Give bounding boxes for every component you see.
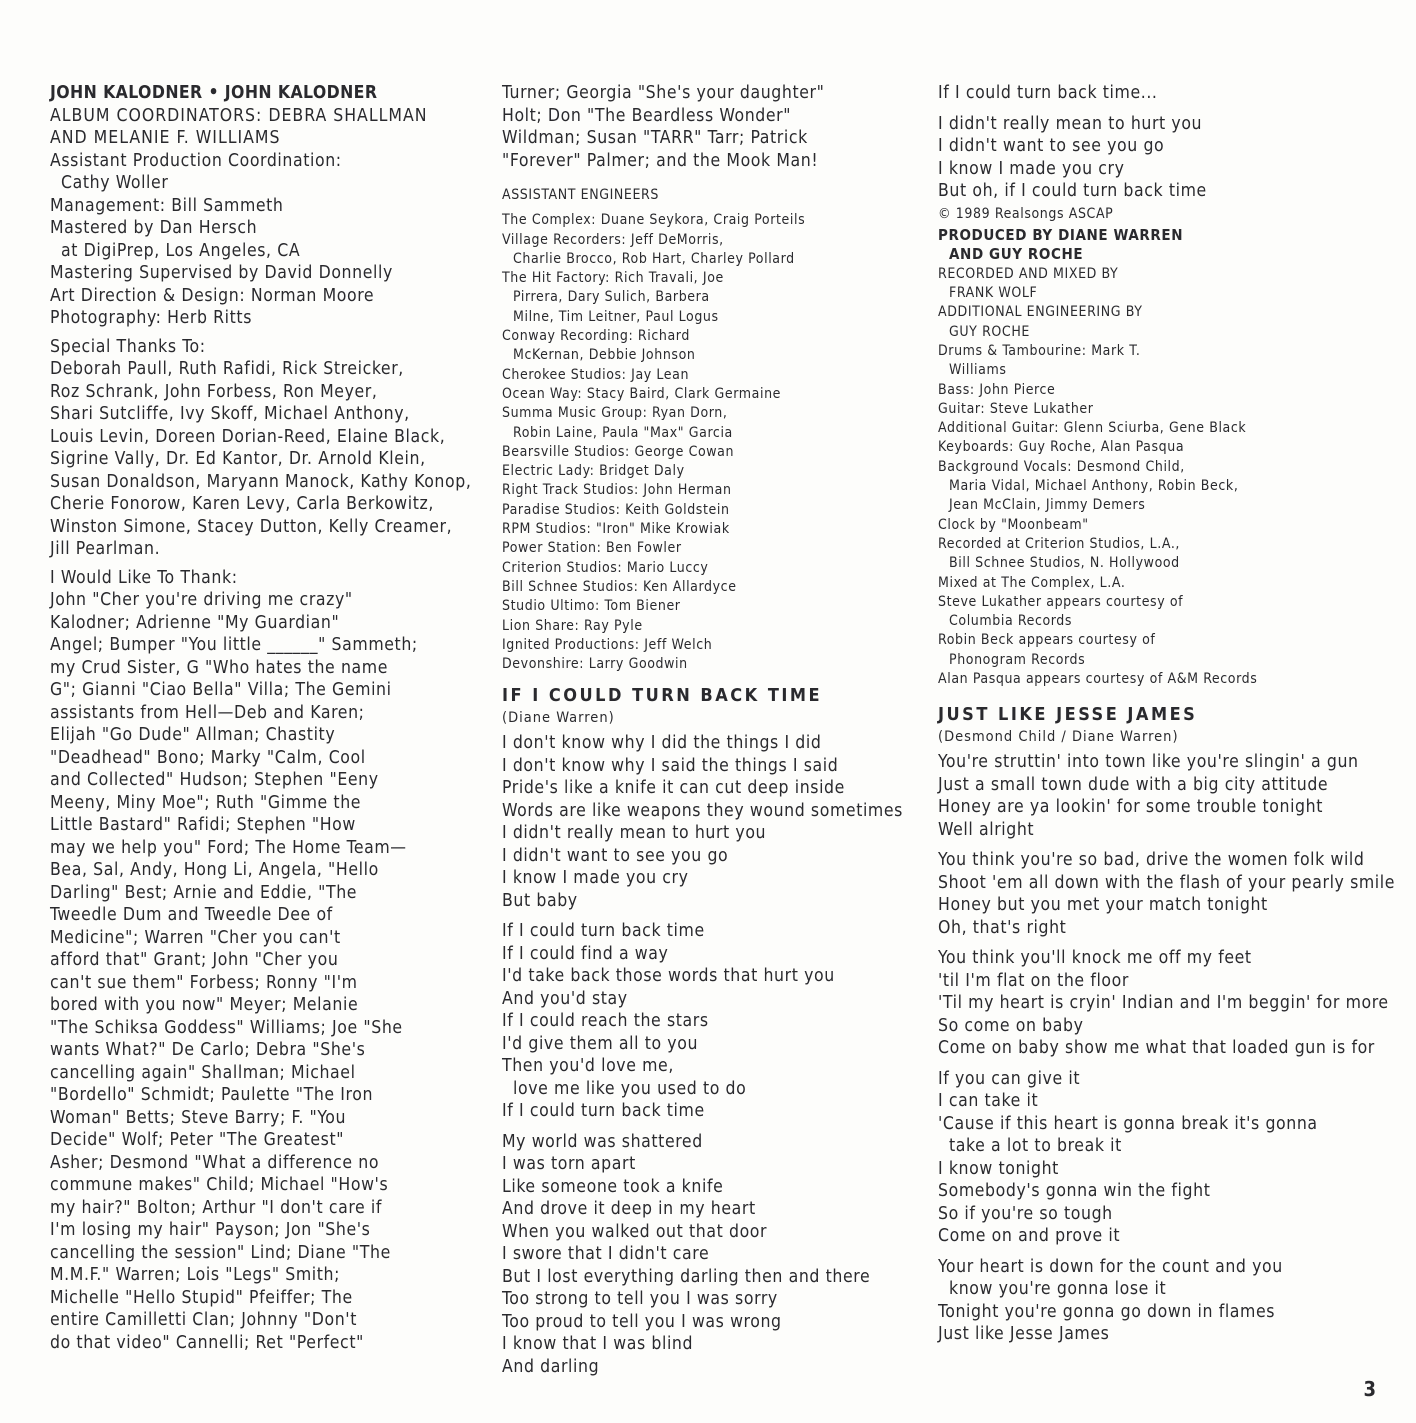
lyric-line: take a lot to break it [949, 1136, 1122, 1157]
column-engineers-lyrics [502, 82, 902, 1378]
lyric-line: If I could turn back time... [938, 83, 1158, 103]
thanks-line: commune makes" Child; Michael "How's [50, 1175, 389, 1195]
credit-line: FRANK WOLF [949, 285, 1038, 302]
coordinators-line: ALBUM COORDINATORS: DEBRA SHALLMAN [50, 105, 428, 126]
engineer-line: The Hit Factory: Rich Travali, Joe [502, 270, 724, 287]
song-title: IF I COULD TURN BACK TIME [502, 685, 823, 707]
credit-line: Recorded at Criterion Studios, L.A., [938, 535, 1181, 552]
thanks-line: Medicine"; Warren "Cher you can't [50, 927, 341, 948]
lyric-line: I swore that I didn't care [502, 1244, 710, 1265]
lyric-line: If I could find a way [502, 943, 669, 964]
engineer-line: Robin Laine, Paula "Max" Garcia [513, 424, 733, 441]
credit-line: Mastered by Dan Hersch [50, 218, 258, 238]
thanks-line: entire Camilletti Clan; Johnny "Don't [50, 1310, 357, 1330]
thanks-line: I'm losing my hair" Payson; Jon "She's [50, 1220, 371, 1240]
lyric-stanza [938, 849, 1396, 939]
lyric-line: So come on baby [938, 1015, 1084, 1036]
lyric-line: You think you're so bad, drive the women folk wild [938, 850, 1365, 871]
produced-by: AND GUY ROCHE [949, 245, 1084, 264]
thanks-line: Roz Schrank, John Forbess, Ron Meyer, [50, 381, 378, 402]
song-credits [938, 265, 1378, 690]
thanks-line: cancelling again" Shallman; Michael [50, 1062, 356, 1083]
thanks-line: assistants from Hell—Deb and Karen; [50, 702, 365, 723]
engineer-line: Summa Music Group: Ryan Dorn, [502, 405, 728, 422]
credit-line: Maria Vidal, Michael Anthony, Robin Beck, [949, 478, 1239, 495]
thanks-line: Meeny, Miny Moe"; Ruth "Gimme the [50, 792, 362, 813]
song-lyrics [938, 751, 1396, 1346]
lyric-line: You're struttin' into town like you're slingin' a gun [938, 752, 1359, 773]
credit-line: Mastering Supervised by David Donnelly [50, 263, 393, 283]
page-number: 3 [1363, 1377, 1376, 1401]
engineer-line: Studio Ultimo: Tom Biener [502, 598, 681, 615]
thanks-line: Decide" Wolf; Peter "The Greatest" [50, 1130, 345, 1150]
lyric-line: When you walked out that door [502, 1221, 768, 1242]
lyric-line: Just a small town dude with a big city attitude [938, 774, 1329, 795]
song-lyrics [502, 732, 902, 1378]
engineer-line: Lion Share: Ray Pyle [502, 617, 643, 634]
coordinators-line: AND MELANIE F. WILLIAMS [50, 128, 281, 148]
thanks-line: "The Schiksa Goddess" Williams; Joe "She [50, 1017, 403, 1038]
lyric-line: I can take it [938, 1091, 1039, 1112]
engineer-line: Village Recorders: Jeff DeMorris, [502, 231, 724, 248]
lyric-line: I know tonight [938, 1158, 1059, 1179]
engineer-line: Conway Recording: Richard [502, 328, 690, 345]
thanks-line: do that video" Cannelli; Ret "Perfect" [50, 1332, 364, 1353]
credit-line: Columbia Records [949, 613, 1073, 630]
lyric-stanza [938, 82, 1378, 105]
lyric-line: Too proud to tell you I was wrong [502, 1311, 782, 1332]
thanks-line: M.M.F." Warren; Lois "Legs" Smith; [50, 1265, 341, 1285]
lyric-line: I didn't want to see you go [938, 136, 1165, 156]
lyric-line: And drove it deep in my heart [502, 1199, 756, 1220]
lyric-line: Just like Jesse James [938, 1324, 1110, 1345]
thanks-line: Tweedle Dum and Tweedle Dee of [50, 905, 333, 925]
lyric-line: 'Cause if this heart is gonna break it's gonna [938, 1113, 1318, 1134]
thanks-line: Darling" Best; Arnie and Eddie, "The [50, 882, 358, 903]
thanks-line: afford that" Grant; John "Cher you [50, 950, 339, 970]
credit-line: Drums & Tambourine: Mark T. [938, 342, 1141, 359]
lyric-stanza [938, 947, 1389, 1060]
lyric-line: Like someone took a knife [502, 1176, 724, 1197]
lyric-line: Your heart is down for the count and you [938, 1256, 1283, 1277]
thanks-line: Asher; Desmond "What a difference no [50, 1152, 380, 1173]
thanks-line: Shari Sutcliffe, Ivy Skoff, Michael Anthony, [50, 404, 410, 424]
lyric-line: Oh, that's right [938, 917, 1067, 938]
lyric-stanza [938, 113, 1378, 203]
lyric-line: I don't know why I did the things I did [502, 733, 822, 754]
credit-line: Assistant Production Coordination: [50, 150, 342, 171]
lyric-line: So if you're so tough [938, 1203, 1113, 1224]
thanks-line: Susan Donaldson, Maryann Manock, Kathy Konop, [50, 471, 472, 492]
credit-line: Steve Lukather appears courtesy of [938, 593, 1184, 610]
copyright-notice: © 1989 Realsongs ASCAP [938, 205, 1114, 222]
lyric-line: If I could reach the stars [502, 1011, 709, 1032]
credit-line: at DigiPrep, Los Angeles, CA [61, 240, 301, 261]
thanks-line: Special Thanks To: [50, 336, 206, 357]
credit-line: Management: Bill Sammeth [50, 195, 284, 216]
lyric-line: love me like you used to do [513, 1078, 747, 1099]
lyric-line: Pride's like a knife it can cut deep inside [502, 778, 845, 799]
lyric-line: But baby [502, 890, 578, 911]
lyric-line: Honey but you met your match tonight [938, 895, 1268, 916]
thanks-line: "Deadhead" Bono; Marky "Calm, Cool [50, 747, 366, 768]
lyric-line: You think you'll knock me off my feet [938, 948, 1252, 969]
column-lyrics-credits [938, 82, 1396, 1346]
credits-heading: JOHN KALODNER • JOHN KALODNER [50, 83, 378, 103]
credit-line: Art Direction & Design: Norman Moore [50, 285, 375, 306]
lyric-line: Words are like weapons they wound sometimes [502, 800, 903, 821]
thanks-line: John "Cher you're driving me crazy" [50, 590, 353, 610]
lyric-line: And you'd stay [502, 988, 628, 1009]
credit-line: Jean McClain, Jimmy Demers [949, 497, 1146, 514]
thanks-line: "Forever" Palmer; and the Mook Man! [502, 150, 819, 171]
lyric-stanza [502, 1131, 902, 1379]
engineers-heading: ASSISTANT ENGINEERS [502, 187, 659, 203]
thanks-line: my hair?" Bolton; Arthur "I don't care if [50, 1197, 383, 1218]
lyric-line: I'd give them all to you [502, 1033, 699, 1054]
engineer-line: Charlie Brocco, Rob Hart, Charley Pollard [513, 250, 795, 267]
special-thanks [50, 336, 472, 561]
thanks-line: Deborah Paull, Ruth Rafidi, Rick Streicker, [50, 359, 404, 379]
thanks-line: wants What?" De Carlo; Debra "She's [50, 1040, 366, 1060]
lyric-line: Well alright [938, 819, 1035, 840]
lyric-line: And darling [502, 1356, 600, 1377]
thanks-line: bored with you now" Meyer; Melanie [50, 995, 359, 1015]
engineer-line: Devonshire: Larry Goodwin [502, 656, 688, 673]
credit-line: Bass: John Pierce [938, 381, 1056, 398]
lyric-line: Come on and prove it [938, 1226, 1121, 1247]
lyric-line: I was torn apart [502, 1154, 636, 1175]
thanks-line: can't sue them" Forbess; Ronny "I'm [50, 972, 358, 993]
lyric-line: Shoot 'em all down with the flash of your pearly smile [938, 872, 1396, 893]
lyric-stanza [938, 1256, 1378, 1346]
engineer-line: Pirrera, Dary Sulich, Barbera [513, 289, 710, 306]
engineer-line: Power Station: Ben Fowler [502, 540, 682, 557]
assistant-engineers-list [502, 211, 902, 674]
thanks-line: Cherie Fonorow, Karen Levy, Carla Berkowitz, [50, 494, 434, 514]
lyric-stanza [938, 751, 1378, 841]
credit-line: Alan Pasqua appears courtesy of A&M Records [938, 671, 1258, 688]
songwriter-credit: (Diane Warren) [502, 710, 615, 727]
thanks-line: my Crud Sister, G "Who hates the name [50, 657, 388, 678]
thanks-line: Holt; Don "The Beardless Wonder" [502, 105, 792, 126]
thanks-line: "Bordello" Schmidt; Paulette "The Iron [50, 1085, 374, 1105]
lyric-line: Somebody's gonna win the fight [938, 1181, 1211, 1202]
credit-line: Additional Guitar: Glenn Sciurba, Gene Black [938, 420, 1247, 437]
credit-line: Williams [949, 362, 1007, 379]
lyric-line: Then you'd love me, [502, 1056, 674, 1077]
engineer-line: Right Track Studios: John Herman [502, 482, 732, 499]
engineer-line: Bill Schnee Studios: Ken Allardyce [502, 578, 737, 595]
personal-thanks [50, 567, 460, 1355]
lyric-line: know you're gonna lose it [949, 1279, 1167, 1300]
lyric-stanza [938, 1068, 1378, 1248]
lyric-line: I'd take back those words that hurt you [502, 966, 835, 987]
credit-line: Cathy Woller [61, 173, 169, 193]
lyric-line: If you can give it [938, 1068, 1081, 1089]
lyric-line: I know I made you cry [502, 868, 689, 889]
credit-line: Mixed at The Complex, L.A. [938, 574, 1126, 591]
engineer-line: Cherokee Studios: Jay Lean [502, 366, 690, 383]
thanks-line: Turner; Georgia "She's your daughter" [502, 83, 825, 103]
engineer-line: Bearsville Studios: George Cowan [502, 443, 735, 460]
production-credits [50, 150, 460, 330]
lyric-line: Tonight you're gonna go down in flames [938, 1301, 1276, 1322]
lyric-line: Too strong to tell you I was sorry [502, 1289, 778, 1310]
lyric-line: 'Til my heart is cryin' Indian and I'm beggin' for more [938, 993, 1389, 1014]
credit-line: Photography: Herb Ritts [50, 308, 252, 328]
produced-by: PRODUCED BY DIANE WARREN [938, 225, 1184, 244]
thanks-line: cancelling the session" Lind; Diane "The [50, 1242, 391, 1263]
lyric-line: My world was shattered [502, 1131, 703, 1152]
thanks-line: Angel; Bumper "You little ______" Sammeth; [50, 635, 418, 655]
personal-thanks-continued [502, 82, 902, 172]
engineer-line: Criterion Studios: Mario Luccy [502, 559, 709, 576]
credit-line: Bill Schnee Studios, N. Hollywood [949, 555, 1180, 572]
thanks-line: Kalodner; Adrienne "My Guardian" [50, 612, 340, 633]
coordinators-block [50, 105, 460, 150]
songwriter-credit: (Desmond Child / Diane Warren) [938, 729, 1179, 746]
thanks-line: Wildman; Susan "TARR" Tarr; Patrick [502, 128, 808, 148]
engineer-line: Ocean Way: Stacy Baird, Clark Germaine [502, 385, 782, 402]
thanks-line: and Collected" Hudson; Stephen "Eeny [50, 770, 379, 790]
lyric-line: If I could turn back time [502, 921, 705, 942]
credit-line: GUY ROCHE [949, 323, 1030, 340]
thanks-line: Winston Simone, Stacey Dutton, Kelly Creamer, [50, 516, 453, 537]
song-title: JUST LIKE JESSE JAMES [938, 704, 1198, 726]
thanks-line: Elijah "Go Dude" Allman; Chastity [50, 725, 336, 745]
thanks-line: Bea, Sal, Andy, Hong Li, Angela, "Hello [50, 860, 379, 880]
lyric-stanza [502, 920, 902, 1123]
credit-line: ADDITIONAL ENGINEERING BY [938, 304, 1143, 321]
engineer-line: The Complex: Duane Seykora, Craig Porteils [502, 212, 806, 229]
thanks-line: Sigrine Vally, Dr. Ed Kantor, Dr. Arnold Klein, [50, 449, 426, 469]
lyric-line: I didn't really mean to hurt you [502, 823, 767, 844]
lyric-line: But oh, if I could turn back time [938, 181, 1207, 201]
thanks-line: Jill Pearlman. [50, 539, 161, 559]
thanks-line: Woman" Betts; Steve Barry; F. "You [50, 1107, 347, 1128]
lyric-line: Honey are ya lookin' for some trouble tonight [938, 797, 1323, 818]
credit-line: Robin Beck appears courtesy of [938, 632, 1156, 649]
lyric-stanza [502, 732, 902, 912]
lyric-line: I don't know why I said the things I said [502, 755, 839, 776]
credit-line: Clock by "Moonbeam" [938, 516, 1089, 533]
thanks-line: Louis Levin, Doreen Dorian-Reed, Elaine Black, [50, 426, 446, 447]
credit-line: Keyboards: Guy Roche, Alan Pasqua [938, 439, 1185, 456]
engineer-line: Electric Lady: Bridget Daly [502, 463, 685, 480]
lyric-line: I didn't really mean to hurt you [938, 113, 1203, 134]
engineer-line: McKernan, Debbie Johnson [513, 347, 696, 364]
thanks-line: Little Bastard" Rafidi; Stephen "How [50, 815, 356, 835]
lyric-line: I didn't want to see you go [502, 845, 729, 866]
credit-line: Phonogram Records [949, 651, 1086, 668]
credit-line: Background Vocals: Desmond Child, [938, 458, 1185, 475]
thanks-line: may we help you" Ford; The Home Team— [50, 837, 407, 858]
engineer-line: Ignited Productions: Jeff Welch [502, 636, 713, 653]
engineer-line: Paradise Studios: Keith Goldstein [502, 501, 730, 518]
engineer-line: RPM Studios: "Iron" Mike Krowiak [502, 521, 730, 538]
thanks-line: I Would Like To Thank: [50, 567, 238, 588]
thanks-line: G"; Gianni "Ciao Bella" Villa; The Gemini [50, 680, 392, 700]
thanks-line: Michelle "Hello Stupid" Pfeiffer; The [50, 1287, 353, 1308]
lyric-line: But I lost everything darling then and there [502, 1266, 871, 1287]
engineer-line: Milne, Tim Leitner, Paul Logus [513, 308, 719, 325]
lyric-line: I know that I was blind [502, 1334, 694, 1355]
lyric-line: Come on baby show me what that loaded gun is for [938, 1038, 1375, 1059]
song-lyrics-continued [938, 82, 1378, 203]
lyric-line: 'til I'm flat on the floor [938, 970, 1129, 991]
lyric-line: If I could turn back time [502, 1101, 705, 1122]
credit-line: Guitar: Steve Lukather [938, 400, 1094, 417]
credit-line: RECORDED AND MIXED BY [938, 265, 1119, 282]
column-credits [50, 82, 472, 1354]
lyric-line: I know I made you cry [938, 158, 1125, 179]
